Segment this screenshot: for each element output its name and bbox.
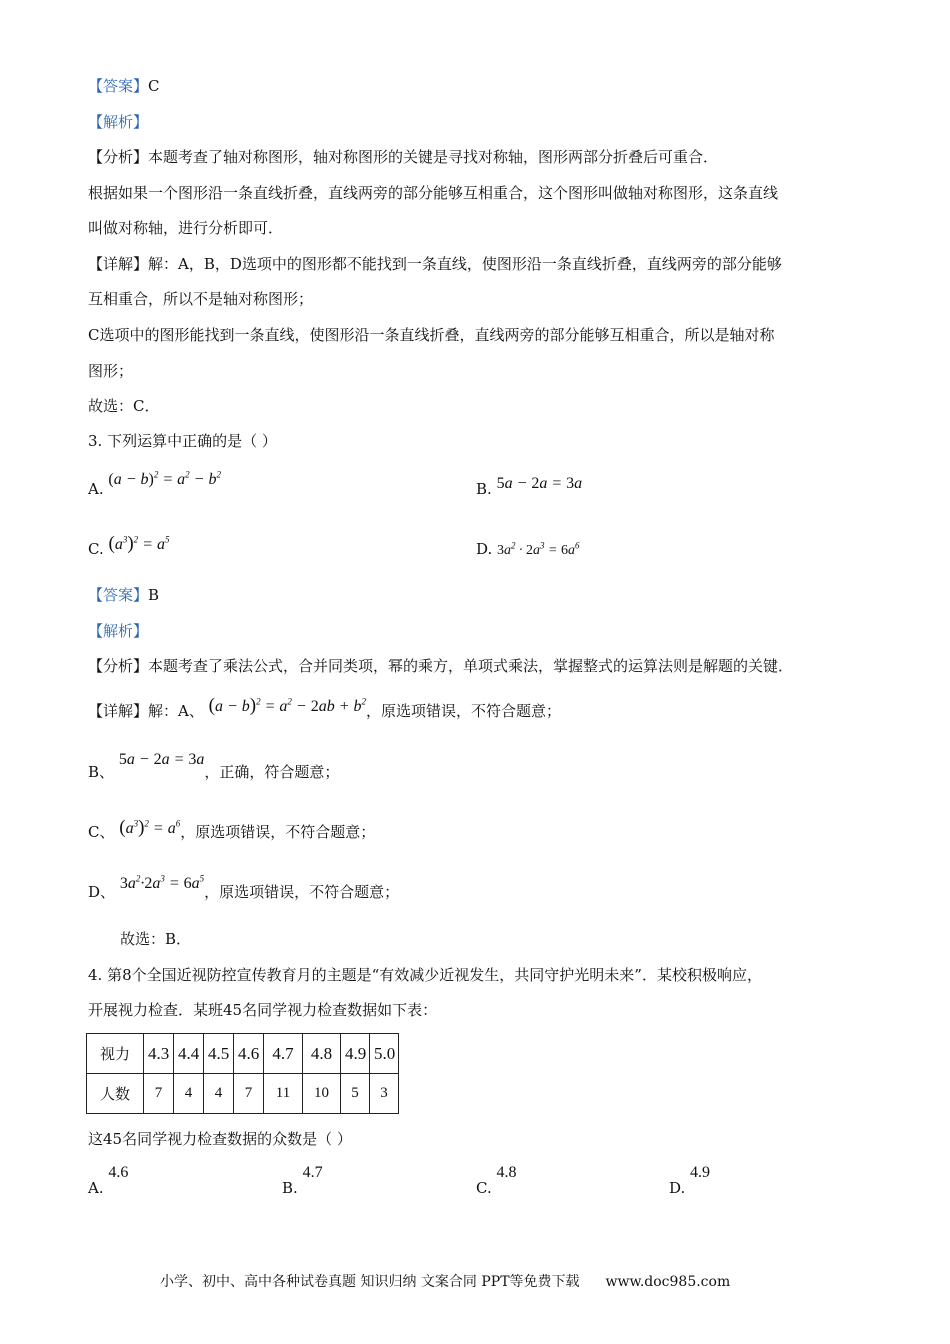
formula: $(a - b)^2 = a^2 - b^2$ bbox=[108, 469, 221, 488]
q2-jiexi-tag: 【解析】 bbox=[88, 113, 149, 131]
q2-answer bbox=[88, 76, 160, 96]
formula: 5a − 2a = 3a bbox=[118, 751, 205, 768]
option-label: B. bbox=[476, 480, 492, 498]
option-label: A. bbox=[88, 1179, 104, 1197]
detail-prefix: 解：A、 bbox=[148, 702, 204, 720]
xiangjie-tag: 【详解】 bbox=[88, 255, 149, 273]
q3-jiexi-tag: 【解析】 bbox=[88, 622, 149, 640]
page-footer bbox=[160, 1271, 730, 1291]
count-cell: 3 bbox=[370, 1074, 399, 1114]
formula: $3a^2 \cdot 2a^3 = 6a^6$ bbox=[497, 540, 580, 558]
q3-detail-b bbox=[88, 751, 340, 783]
table-row-count bbox=[87, 1074, 399, 1114]
formula: $(a^3)^2 = a^6$ bbox=[119, 817, 181, 838]
vision-cell: 4.8 bbox=[303, 1034, 341, 1074]
q4-option-c bbox=[476, 1164, 517, 1199]
count-cell: 7 bbox=[234, 1074, 264, 1114]
option-label: A. bbox=[88, 480, 104, 498]
row-label-count: 人数 bbox=[87, 1074, 144, 1114]
count-cell: 11 bbox=[264, 1074, 303, 1114]
q4-option-d bbox=[669, 1164, 711, 1199]
q4-stem-line1: 4. 第8个全国近视防控宣传教育月的主题是“有效减少近视发生，共同守护光明未来”．某校积极响应， bbox=[88, 966, 762, 984]
vision-table bbox=[86, 1033, 399, 1114]
table-row-vision bbox=[87, 1034, 399, 1074]
detail-prefix: B、 bbox=[88, 763, 115, 781]
formula: 5a − 2a = 3a bbox=[496, 475, 583, 492]
option-label: C. bbox=[476, 1179, 492, 1197]
count-cell: 5 bbox=[341, 1074, 370, 1114]
option-value: 4.7 bbox=[302, 1164, 323, 1181]
fenxi-tag: 【分析】 bbox=[88, 657, 149, 675]
q4-option-a bbox=[88, 1164, 129, 1199]
answer-tag: 【答案】 bbox=[88, 77, 149, 95]
q2-line3: 叫做对称轴，进行分析即可． bbox=[88, 219, 284, 237]
count-cell: 4 bbox=[204, 1074, 234, 1114]
vision-cell: 4.7 bbox=[264, 1034, 303, 1074]
q3-option-b bbox=[476, 475, 583, 500]
vision-cell: 4.9 bbox=[341, 1034, 370, 1074]
option-value: 4.6 bbox=[108, 1164, 129, 1181]
detail-suffix: ，原选项错误，不符合题意； bbox=[365, 702, 561, 720]
q2-detail bbox=[88, 254, 782, 274]
detail-suffix: ，正确，符合题意； bbox=[204, 763, 340, 781]
q3-detail-a bbox=[88, 695, 561, 722]
q2-line7: 图形； bbox=[88, 362, 134, 380]
detail-suffix: ，原选项错误，不符合题意； bbox=[204, 883, 400, 901]
formula: $(a - b)^2 = a^2 - 2ab + b^2$ bbox=[208, 695, 366, 716]
vision-cell: 5.0 bbox=[370, 1034, 399, 1074]
footer-url[interactable]: www.doc985.com bbox=[605, 1274, 731, 1290]
q2-line2: 根据如果一个图形沿一条直线折叠，直线两旁的部分能够互相重合，这个图形叫做轴对称图形，这条直线 bbox=[88, 184, 779, 202]
q3-detail-c bbox=[88, 817, 376, 843]
row-label-vision: 视力 bbox=[87, 1034, 144, 1074]
fenxi-text: 本题考查了乘法公式，合并同类项，幂的乘方，单项式乘法，掌握整式的运算法则是解题的关键． bbox=[148, 657, 794, 675]
q3-answer bbox=[88, 585, 159, 605]
q2-line5: 互相重合，所以不是轴对称图形； bbox=[88, 290, 314, 308]
xiangjie-text: 解：A，B，D选项中的图形都不能找到一条直线，使图形沿一条直线折叠，直线两旁的部分能够 bbox=[148, 255, 782, 273]
q2-analysis bbox=[88, 147, 718, 167]
option-value: 4.9 bbox=[690, 1164, 711, 1181]
option-label: C. bbox=[88, 540, 104, 558]
q4-option-b bbox=[282, 1164, 323, 1199]
q3-stem: 3. 下列运算中正确的是（ ） bbox=[88, 432, 277, 450]
formula: $3a^2\cdot 2a^3 = 6a^5$ bbox=[119, 873, 205, 892]
answer-value: C bbox=[148, 77, 160, 95]
q3-analysis bbox=[88, 656, 793, 676]
option-label: D. bbox=[669, 1179, 686, 1197]
xiangjie-tag: 【详解】 bbox=[88, 702, 149, 720]
vision-cell: 4.6 bbox=[234, 1034, 264, 1074]
fenxi-tag: 【分析】 bbox=[88, 148, 149, 166]
fenxi-text: 本题考查了轴对称图形，轴对称图形的关键是寻找对称轴，图形两部分折叠后可重合． bbox=[148, 148, 719, 166]
count-cell: 4 bbox=[174, 1074, 204, 1114]
option-label: B. bbox=[282, 1179, 298, 1197]
answer-tag: 【答案】 bbox=[88, 586, 149, 604]
vision-cell: 4.4 bbox=[174, 1034, 204, 1074]
option-value: 4.8 bbox=[496, 1164, 517, 1181]
q2-conclusion: 故选：C． bbox=[88, 397, 160, 415]
q3-option-c bbox=[88, 533, 170, 560]
detail-suffix: ，原选项错误，不符合题意； bbox=[180, 823, 376, 841]
detail-prefix: D、 bbox=[88, 883, 116, 901]
q2-line6: C选项中的图形能找到一条直线，使图形沿一条直线折叠，直线两旁的部分能够互相重合，所以是轴对称 bbox=[88, 326, 775, 344]
q3-conclusion: 故选：B． bbox=[120, 930, 192, 948]
vision-cell: 4.3 bbox=[144, 1034, 174, 1074]
count-cell: 10 bbox=[303, 1074, 341, 1114]
q3-detail-d bbox=[88, 873, 400, 903]
q4-stem-line2: 开展视力检查．某班45名同学视力检查数据如下表： bbox=[88, 1001, 438, 1019]
q3-option-a bbox=[88, 469, 221, 500]
answer-value: B bbox=[148, 586, 160, 604]
formula: $(a^3)^2 = a^5$ bbox=[108, 533, 170, 554]
count-cell: 7 bbox=[144, 1074, 174, 1114]
vision-cell: 4.5 bbox=[204, 1034, 234, 1074]
option-label: D. bbox=[476, 540, 493, 558]
footer-text: 小学、初中、高中各种试卷真题 知识归纳 文案合同 PPT等免费下载 bbox=[160, 1274, 580, 1290]
q4-question: 这45名同学视力检查数据的众数是（ ） bbox=[88, 1130, 352, 1148]
q3-option-d bbox=[476, 539, 580, 561]
detail-prefix: C、 bbox=[88, 823, 115, 841]
